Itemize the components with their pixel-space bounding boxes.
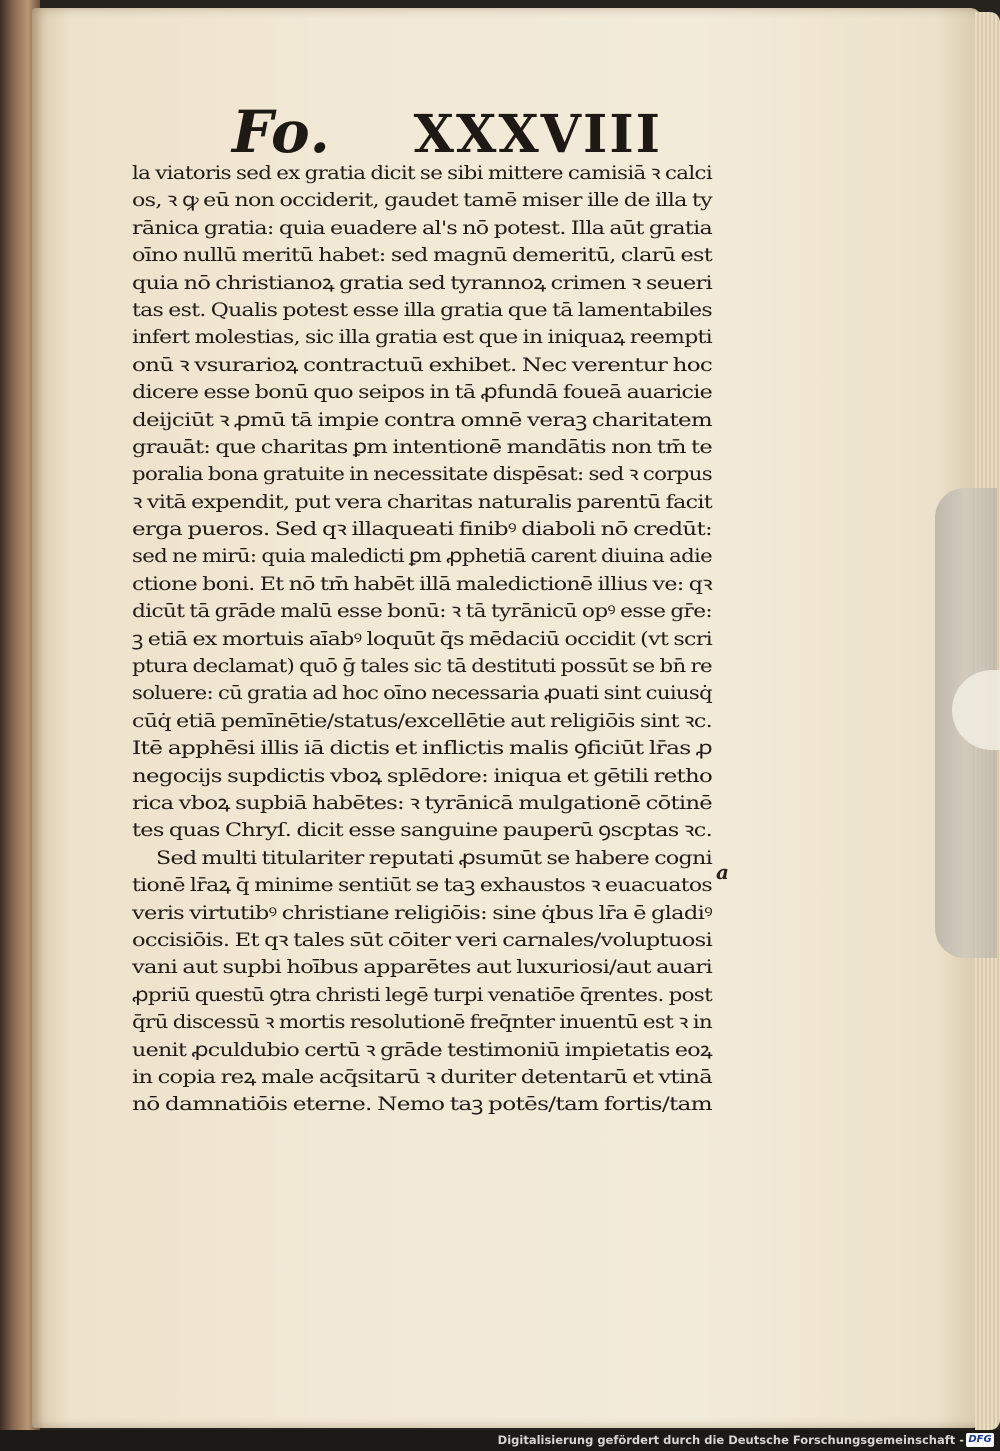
- text-line: Itē apphēsi illis iā dictis et inflictis malis ꝯficiūt lr̄as ꝓ: [132, 737, 712, 760]
- digitization-credit: Digitalisierung gefördert durch die Deutsche Forschungsgemeinschaft -: [497, 1433, 964, 1447]
- text-line: veris virtutibꝰ christiane religiōis: sine q̇bus lr̄a ē gladiꝰ: [132, 901, 712, 924]
- text-line: oīno nullū meritū habet: sed magnū demeritū, clarū est: [132, 244, 712, 267]
- text-line: os, ꝛ ꝙ eū non occiderit, gaudet tamē miser ille de illa ty: [132, 189, 712, 212]
- text-line: sed ne mirū: quia maledicti ꝑm ꝓphetiā carent diuina adie: [132, 545, 712, 568]
- text-line: in copia reꝝ male acq̄sitarū ꝛ duriter detentarū et vtinā: [132, 1065, 712, 1088]
- text-line: deijciūt ꝛ ꝓmū tā impie contra omnē veraꝫ charitatem: [132, 408, 712, 431]
- text-line: occisiōis. Et qꝛ tales sūt cōiter veri carnales/voluptuosi: [132, 928, 712, 951]
- text-line: ꝫ etiā ex mortuis aīabꝰ loquūt q̄s mēdaciū occidit (vt scri: [132, 627, 712, 650]
- text-line: la viatoris sed ex gratia dicit se sibi mittere camisiā ꝛ calci: [132, 162, 712, 184]
- text-line: grauāt: que charitas ꝑm intentionē mandātis non tm̄ te: [132, 435, 712, 458]
- text-line: dicere esse bonū quo seipos in tā ꝓfundā foueā auaricie: [132, 381, 712, 404]
- text-line: cūq̇ etiā pemīnētie/status/excellētie aut religiōis sint ꝛc.: [132, 709, 712, 732]
- text-line: dicūt tā grāde malū esse bonū: ꝛ tā tyrānicū opꝰ esse gr̄e:: [132, 600, 712, 623]
- text-line: q̄rū discessū ꝛ mortis resolutionē freq̄nter inuentū est ꝛ in: [132, 1011, 712, 1034]
- text-line: rica vboꝝ supbiā habētes: ꝛ tyrānicā mulgationē cōtinē: [132, 791, 712, 814]
- text-line: poralia bona gratuite in necessitate dispēsat: sed ꝛ corpus: [132, 463, 712, 486]
- text-line: rānica gratia: quia euadere al's nō potest. Illa aūt gratia: [132, 216, 712, 239]
- text-block: [132, 160, 712, 1119]
- text-line: tes quas Chryſ. dicit esse sanguine pauperū ꝯscptas ꝛc.: [132, 819, 712, 842]
- text-line: nō damnatiōis eterne. Nemo taꝫ potēs/tam fortis/tam: [132, 1093, 712, 1116]
- marginal-note: a: [716, 860, 729, 884]
- text-line: Sed multi titulariter reputati ꝓsumūt se habere cogni: [156, 846, 712, 869]
- text-line: vani aut supbi hoībus apparētes aut luxuriosi/aut auari: [132, 956, 712, 979]
- text-line: ptura declamat) quō ḡ tales sic tā destituti possūt se bn̄ re: [132, 655, 712, 678]
- text-line: onū ꝛ vsurarioꝝ contractuū exhibet. Nec verentur hoc: [132, 353, 712, 376]
- text-line: tionē lr̄aꝝ q̄ minime sentiūt se taꝫ exhaustos ꝛ euacuatos: [132, 874, 712, 897]
- folio-number: XXXVIII: [413, 104, 662, 165]
- dfg-logo: DFG: [966, 1433, 994, 1447]
- folio-header: [232, 98, 662, 168]
- text-line: infert molestias, sic illa gratia est que in iniquaꝝ reempti: [132, 326, 712, 349]
- text-line: ꝓpriū questū ꝯtra christi legē turpi venatiōe q̄rentes. post: [132, 983, 712, 1006]
- text-line: quia nō christianoꝝ gratia sed tyrannoꝝ crimen ꝛ seueri: [132, 271, 712, 294]
- text-line: negocijs supdictis vboꝝ splēdore: iniqua et gētili retho: [132, 764, 712, 787]
- text-line: tas est. Qualis potest esse illa gratia que tā lamentabiles: [132, 298, 712, 321]
- text-line: soluere: cū gratia ad hoc oīno necessaria ꝓuati sint cuiusq̇: [132, 682, 712, 705]
- text-line: ꝛ vitā expendit, put vera charitas naturalis parentū facit: [132, 490, 712, 513]
- text-line: uenit ꝓculdubio certū ꝛ grāde testimoniū impietatis eoꝝ: [132, 1038, 712, 1061]
- text-line: erga pueros. Sed qꝛ illaqueati finibꝰ diaboli nō credūt:: [132, 518, 712, 541]
- text-line: ctione boni. Et nō tm̄ habēt illā maledictionē illius ve: qꝛ: [132, 572, 712, 595]
- folio-prefix: Fo.: [232, 98, 331, 166]
